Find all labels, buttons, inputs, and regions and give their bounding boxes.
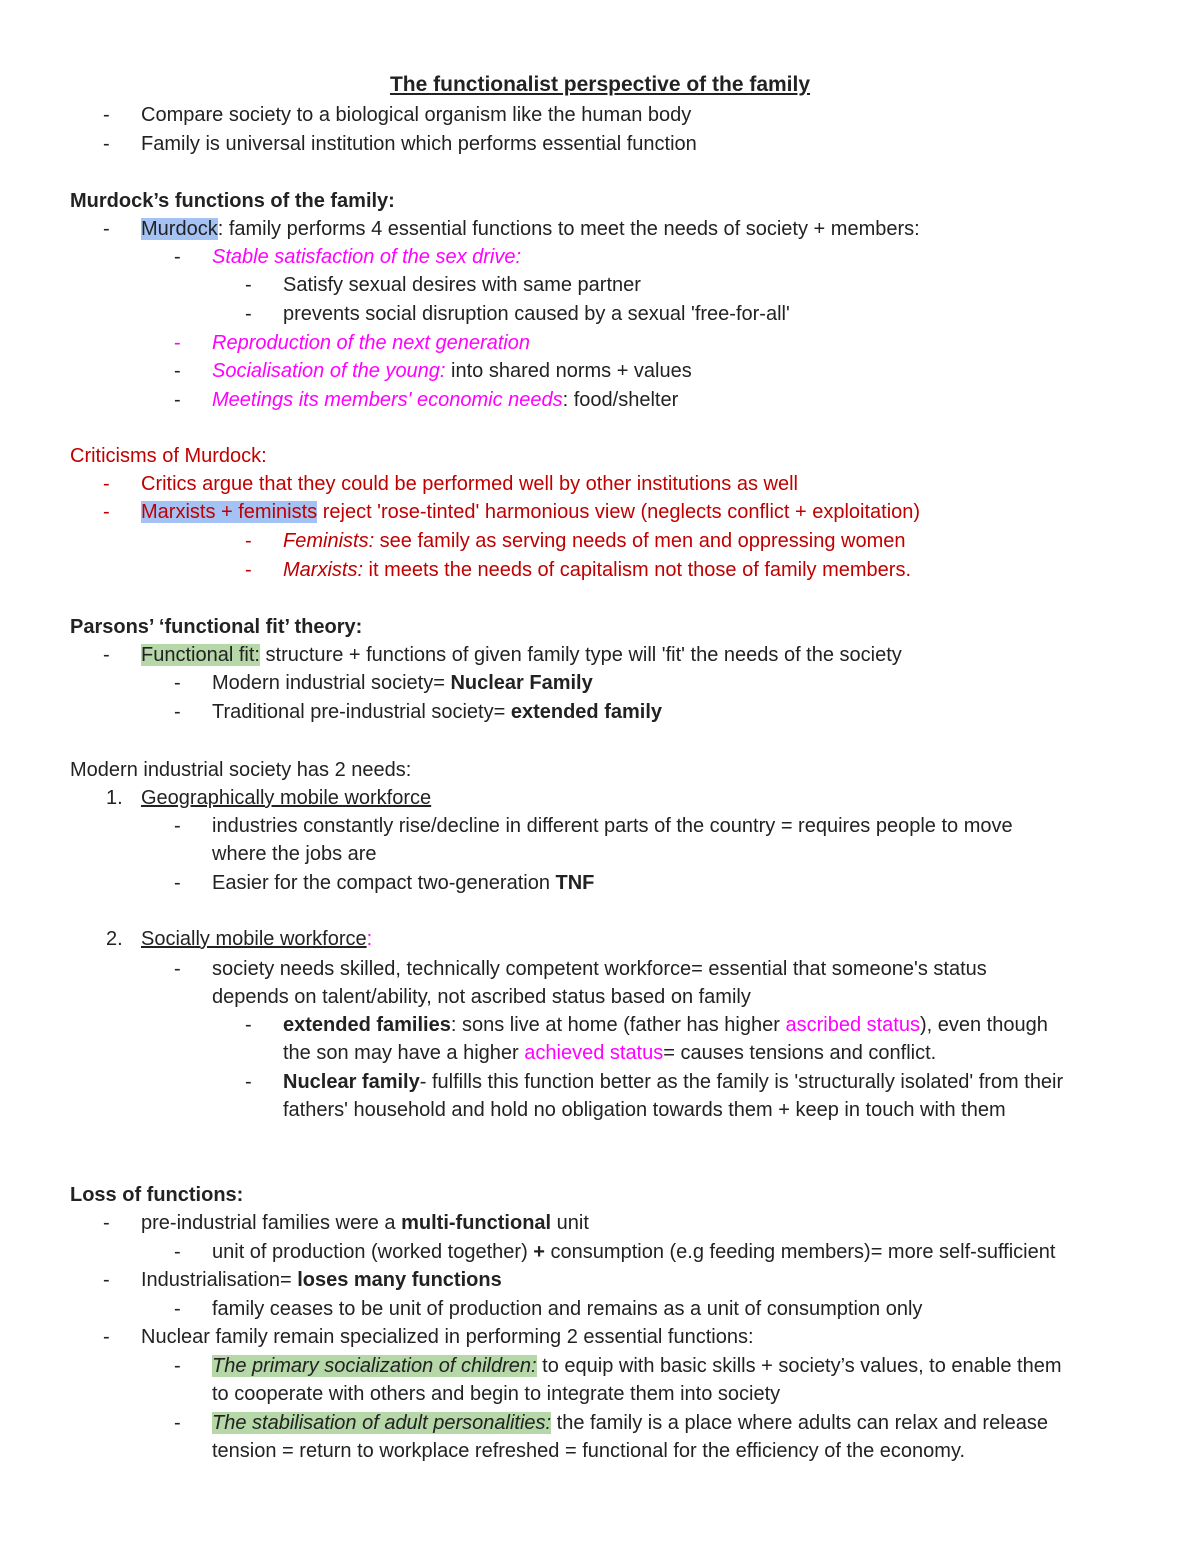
needs-heading: Modern industrial society has 2 needs: [70,759,412,781]
bullet-dash: - [174,1241,181,1263]
social-sub-1-line-2: depends on talent/ability, not ascribed status based on family [212,986,751,1008]
loss-bullet-3: Nuclear family remain specialized in performing 2 essential functions: [141,1326,754,1348]
primary-socialization-line-2: to cooperate with others and begin to integrate them into society [212,1383,781,1405]
murdock-heading: Murdock’s functions of the family: [70,190,395,212]
functional-fit-highlight: Functional fit: [141,644,260,666]
bullet-dash: - [174,815,181,837]
intro-bullet-1: Compare society to a biological organism like the human body [141,104,692,126]
page-title: The functionalist perspective of the family [389,73,811,96]
geographic-sub-1-line-1: industries constantly rise/decline in different parts of the country = requires people to move [212,815,1013,837]
bullet-dash: - [103,218,110,240]
stabilisation-highlight: The stabilisation of adult personalities: [212,1412,552,1434]
bullet-dash: - [103,473,110,495]
bullet-dash: - [174,246,181,268]
bullet-dash: - [103,644,110,666]
nuclear-family-line-1: Nuclear family- fulfills this function better as the family is 'structurally isolated' from their [283,1071,1064,1093]
criticism-feminists: Feminists: see family as serving needs of men and oppressing women [283,530,906,552]
marxists-feminists-highlight: Marxists + feminists [141,501,318,523]
bullet-dash: - [174,1412,181,1434]
bullet-dash: - [174,332,181,354]
bullet-dash: - [245,559,252,581]
loss-bullet-1-sub: unit of production (worked together) + consumption (e.g feeding members)= more self-sufficient [212,1241,1056,1263]
sex-drive-sub-1: Satisfy sexual desires with same partner [283,274,641,296]
functional-fit-bullet: Functional fit: structure + functions of given family type will 'fit' the needs of the society [141,644,902,666]
criticisms-heading: Criticisms of Murdock: [70,445,267,467]
criticism-2: Marxists + feminists reject 'rose-tinted' harmonious view (neglects conflict + exploitation) [141,501,921,523]
murdock-main-bullet: Murdock: family performs 4 essential functions to meet the needs of society + members: [141,218,920,240]
bullet-dash: - [174,958,181,980]
bullet-dash: - [103,104,110,126]
primary-socialization-line-1: The primary socialization of children: to equip with basic skills + society’s values, to enable them [212,1355,1062,1377]
criticism-1: Critics argue that they could be performed well by other institutions as well [141,473,798,495]
bullet-dash: - [174,360,181,382]
modern-society-bullet: Modern industrial society= Nuclear Family [212,672,593,694]
criticism-marxists: Marxists: it meets the needs of capitalism not those of family members. [283,559,912,581]
bullet-dash: - [103,1212,110,1234]
bullet-dash: - [174,1355,181,1377]
loss-bullet-2-sub: family ceases to be unit of production and remains as a unit of consumption only [212,1298,923,1320]
nuclear-family-line-2: fathers' household and hold no obligation towards them + keep in touch with them [283,1099,1006,1121]
stabilisation-line-2: tension = return to workplace refreshed = functional for the efficiency of the economy. [212,1440,966,1462]
parsons-heading: Parsons’ ‘functional fit’ theory: [70,616,363,638]
bullet-dash: - [103,1269,110,1291]
bullet-dash: - [174,672,181,694]
bullet-dash: - [103,133,110,155]
primary-socialization-highlight: The primary socialization of children: [212,1355,537,1377]
geographic-sub-2: Easier for the compact two-generation TNF [212,872,595,894]
loss-heading: Loss of functions: [70,1184,244,1206]
need-geographic: Geographically mobile workforce [141,787,432,809]
bullet-dash: - [174,389,181,411]
bullet-dash: - [174,1298,181,1320]
bullet-dash: - [245,530,252,552]
bullet-dash: - [245,303,252,325]
bullet-dash: - [245,274,252,296]
bullet-dash: - [103,1326,110,1348]
need-social: Socially mobile workforce: [141,928,373,950]
bullet-dash: - [174,701,181,723]
loss-bullet-1: pre-industrial families were a multi-functional unit [141,1212,589,1234]
list-number-2: 2. [106,928,123,950]
stabilisation-line-1: The stabilisation of adult personalities: the family is a place where adults can relax and release [212,1412,1049,1434]
bullet-dash: - [174,872,181,894]
function-economic: Meetings its members' economic needs: food/shelter [212,389,679,411]
function-sex-drive: Stable satisfaction of the sex drive: [212,246,522,268]
bullet-dash: - [245,1014,252,1036]
extended-families-line-1: extended families: sons live at home (father has higher ascribed status), even though [283,1014,1048,1036]
geographic-sub-1-line-2: where the jobs are [212,843,377,865]
social-sub-1-line-1: society needs skilled, technically competent workforce= essential that someone's status [212,958,987,980]
extended-families-line-2: the son may have a higher achieved status= causes tensions and conflict. [283,1042,937,1064]
loss-bullet-2: Industrialisation= loses many functions [141,1269,502,1291]
function-socialisation: Socialisation of the young: into shared norms + values [212,360,692,382]
sex-drive-sub-2: prevents social disruption caused by a sexual 'free-for-all' [283,303,790,325]
intro-bullet-2: Family is universal institution which performs essential function [141,133,697,155]
murdock-highlight: Murdock [141,218,218,240]
function-reproduction: Reproduction of the next generation [212,332,530,354]
bullet-dash: - [245,1071,252,1093]
traditional-society-bullet: Traditional pre-industrial society= extended family [212,701,663,723]
list-number-1: 1. [106,787,123,809]
bullet-dash: - [103,501,110,523]
